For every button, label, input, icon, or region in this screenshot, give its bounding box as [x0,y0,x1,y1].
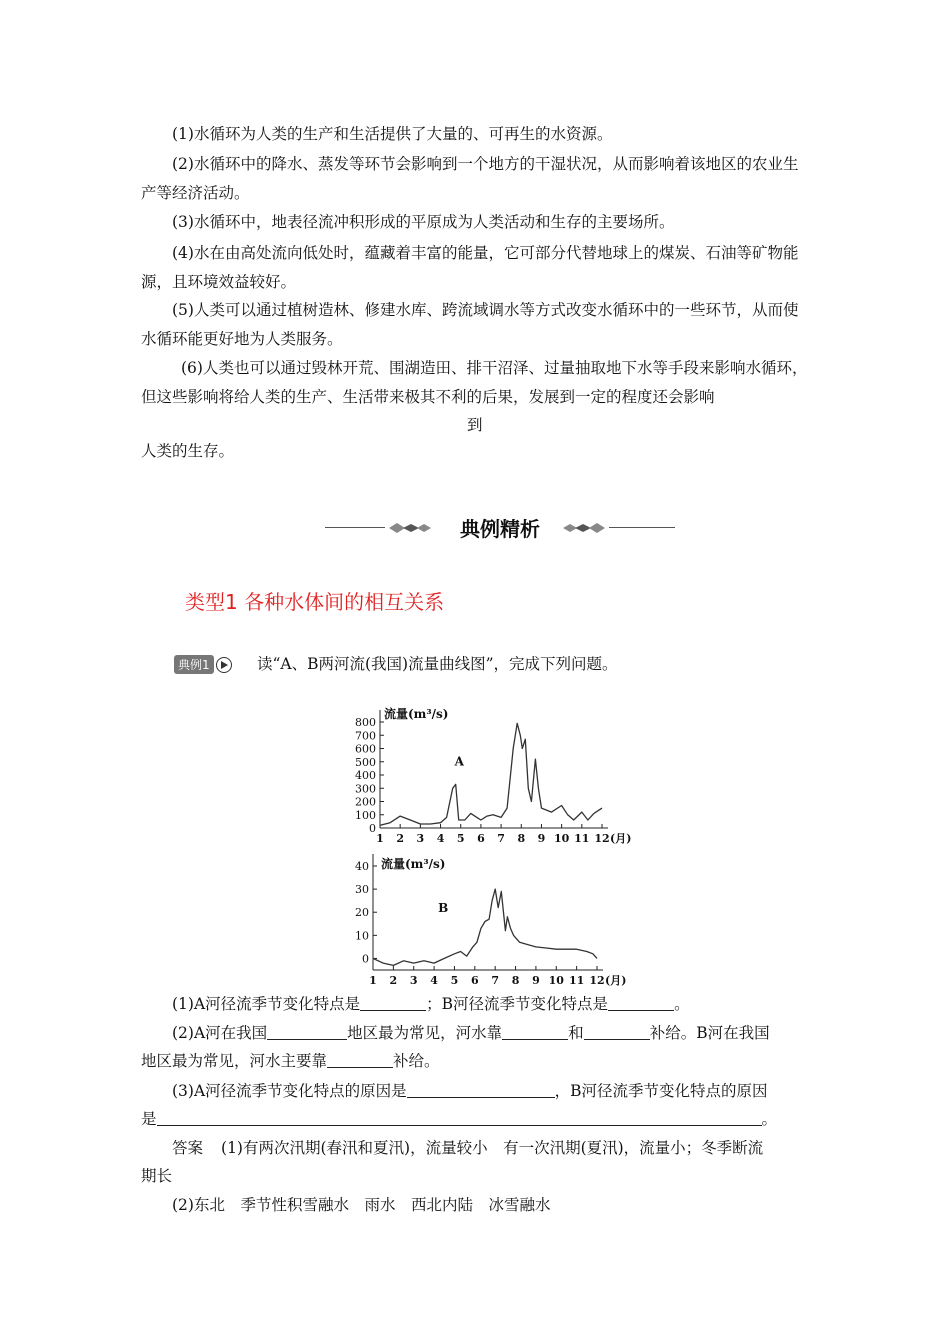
series-label: A [454,754,464,769]
x-tick-label: 3 [409,974,418,987]
y-tick-label: 600 [355,742,376,756]
y-tick-label: 700 [355,729,376,743]
y-axis-label: 流量(m³/s) [384,707,449,721]
x-tick-label: 1 [376,832,384,845]
answer-2: (2)东北 季节性积雪融水 雨水 西北内陆 冰雪融水 [172,1196,551,1214]
blank-field [360,994,426,1011]
blank-field [584,1023,650,1040]
paragraph-1 [141,120,810,149]
answer-1 [172,1134,763,1163]
paragraph-text: (4)水在由高处流向低处时，蕴藏着丰富的能量，它可部分代替地球上的煤炭、石油等矿物能源，且环境效益较好。 [141,244,799,291]
x-tick-label: 12 [589,974,605,987]
x-tick-label: 11 [574,832,590,845]
paragraph-6-end: 人类的生存。 [141,442,235,460]
question-text: 地区最为常见，河水靠 [347,1024,503,1042]
paragraph-6 [141,354,810,412]
answer-label: 答案 [172,1139,204,1157]
blank-field [157,1109,762,1126]
y-tick-label: 200 [355,795,376,809]
question-3-continued [141,1105,777,1134]
question-text: (3)A河径流季节变化特点的原因是 [172,1082,407,1100]
x-tick-label: 6 [477,832,485,845]
blank-field [502,1023,568,1040]
paragraph-2 [141,150,810,208]
x-tick-label: 5 [456,832,465,845]
chart-river-a [340,700,640,852]
x-tick-label: 2 [396,832,405,845]
x-axis-label: (月) [605,974,627,987]
paragraph-text: (6)人类也可以通过毁林开荒、围湖造田、排干沼泽、过量抽取地下水等手段来影响水循环，但这些影响将给人类的生产、生活带来极其不利的后果，发展到一定的程度还会影响 [141,359,808,406]
question-text: (1)A河径流季节变化特点是 [172,995,361,1013]
question-text: 补给。B河在我国 [649,1024,770,1042]
x-tick-label: 4 [430,974,438,987]
y-tick-label: 0 [369,822,376,835]
question-3 [172,1077,768,1106]
question-text: (2)A河在我国 [172,1024,268,1042]
x-tick-label: 9 [532,974,540,987]
paragraph-text: (5)人类可以通过植树造林、修建水库、跨流域调水等方式改变水循环中的一些环节，从而使水循环能更好地为人类服务。 [141,301,799,348]
question-text: 是 [141,1110,157,1128]
blank-field [327,1051,393,1068]
x-tick-label: 3 [416,832,425,845]
chart-river-b [340,852,640,990]
divider-line [609,527,675,528]
x-tick-label: 5 [450,974,459,987]
y-tick-label: 0 [362,952,369,966]
y-tick-label: 100 [355,808,376,822]
paragraph-5 [141,296,810,354]
question-text: 。 [761,1110,778,1128]
y-tick-label: 10 [355,929,369,943]
blank-field [267,1023,347,1040]
section-title: 典例精析 [460,517,540,541]
play-icon [216,657,232,673]
question-2-continued [141,1047,440,1076]
y-tick-label: 800 [355,716,376,729]
x-axis-label: (月) [610,832,632,845]
x-tick-label: 10 [553,832,570,845]
question-text: 地区最为常见，河水主要靠 [141,1052,328,1070]
y-tick-label: 500 [355,755,376,769]
y-tick-label: 20 [355,906,369,920]
paragraph-text: (1)水循环为人类的生产和生活提供了大量的、可再生的水资源。 [172,125,613,143]
x-tick-label: 2 [389,974,398,987]
x-tick-label: 10 [548,974,564,987]
x-tick-label: 9 [537,832,546,845]
x-tick-label: 8 [517,832,526,845]
y-tick-label: 300 [355,782,376,796]
diamond-ornament-icon [561,520,607,536]
x-tick-label: 7 [491,974,500,987]
x-tick-label: 7 [497,832,505,845]
paragraph-text: (3)水循环中，地表径流冲积形成的平原成为人类活动和生存的主要场所。 [172,213,675,231]
question-text: 补给。 [393,1052,440,1070]
answer-1-continued: 期长 [141,1167,173,1185]
blank-field [407,1081,555,1098]
example-badge [174,655,232,674]
answer-text: (1)有两次汛期(春汛和夏汛)，流量较小 有一次汛期(夏汛)，流量小；冬季断流 [221,1139,764,1157]
question-text: 和 [568,1024,584,1042]
section-header [325,513,675,543]
question-2 [172,1019,770,1048]
divider-line [325,527,385,528]
example-question: 读“A、B两河流(我国)流量曲线图”，完成下列问题。 [257,655,618,673]
paragraph-text: (2)水循环中的降水、蒸发等环节会影响到一个地方的干湿状况，从而影响着该地区的农业生产等经济活动。 [141,155,799,202]
y-axis-label: 流量(m³/s) [381,857,446,871]
type-heading: 类型1 各种水体间的相互关系 [185,590,445,614]
paragraph-4 [141,239,810,297]
series-label: B [438,901,449,916]
blank-field [608,994,674,1011]
question-text: 。 [674,995,690,1013]
x-tick-label: 11 [568,974,585,987]
y-tick-label: 40 [355,860,369,873]
x-tick-label: 8 [511,974,520,987]
series-line [373,889,597,965]
question-text: ，B河径流季节变化特点的原因 [554,1082,768,1100]
y-tick-label: 30 [355,883,369,897]
x-tick-label: 6 [470,974,479,987]
diamond-ornament-icon [387,520,433,536]
paragraph-3 [141,208,810,237]
paragraph-6-continued: 到 [467,416,483,434]
example-badge-label: 典例1 [174,655,214,674]
x-tick-label: 12 [594,832,610,845]
question-text: ；B河径流季节变化特点是 [426,995,609,1013]
x-tick-label: 1 [369,974,377,987]
question-1 [172,990,690,1019]
series-line [380,723,602,825]
x-tick-label: 4 [436,832,445,845]
y-tick-label: 400 [355,769,376,782]
